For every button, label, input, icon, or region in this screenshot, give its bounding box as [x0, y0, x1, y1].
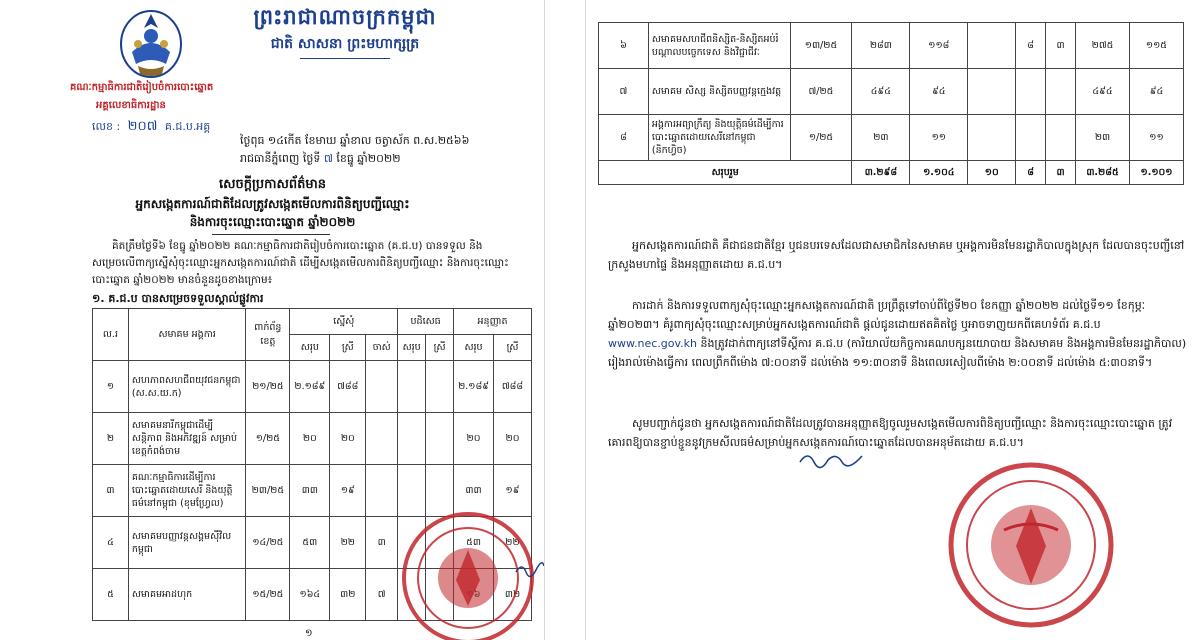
document-title: សេចក្តីប្រកាសព័ត៌មាន	[218, 177, 327, 192]
cell-req-female: ៧៨៨	[330, 361, 366, 413]
table-row	[93, 361, 532, 413]
nec-website-link[interactable]: www.nec.gov.kh	[608, 337, 697, 350]
cell-withdrawn	[968, 23, 1016, 69]
table-total-row	[599, 161, 1184, 185]
header-app-total: សរុប	[454, 335, 494, 361]
cell-org-name: អង្គការអព្យាក្រឹត្យ និងយុត្តិធម៌ដើម្បីការបោះឆ្នោតដោយសេរីនៅកម្ពុជា (និកហ្វិច)	[648, 115, 790, 161]
cell-org-name: សមាគមបញ្ញាវន្តសង្គមស៊ីវិលកម្ពុជា	[128, 517, 246, 569]
header-req-total: សរុប	[290, 335, 330, 361]
header-requested: ស្នើសុំ	[290, 309, 398, 335]
cell-org-name: សមាគមអាដហុក	[128, 569, 246, 621]
cell-rej-total: ៨	[1016, 23, 1046, 69]
observer-table-part2	[598, 22, 1184, 185]
total-req-total: ៣.២៩៨	[852, 161, 910, 185]
cell-code: ៧/២៥	[790, 69, 852, 115]
cell-app-female: ៧៨៨	[494, 361, 532, 413]
cell-code: ២១/២៥	[246, 361, 290, 413]
cell-app-female: ២០	[494, 413, 532, 465]
cell-rej-total	[1016, 115, 1046, 161]
kingdom-heading: ព្រះរាជាណាចក្រកម្ពុជា	[253, 5, 437, 29]
cell-app-total: ៤៩៤	[1076, 69, 1130, 115]
section-heading: ១. គ.ជ.ប បានសម្រេចទទួលស្គាល់ផ្លូវការ	[92, 292, 264, 305]
cell-req-total: ៣៣	[290, 465, 330, 517]
header-approved: អនុញ្ញាត	[454, 309, 532, 335]
table-row	[93, 413, 532, 465]
total-req-female: ១.១០៤	[910, 161, 968, 185]
cell-org-name: សហភាពសហជីពយុវជនកម្ពុជា (ស.ស.យ.ក)	[128, 361, 246, 413]
solar-date-prefix: រាជធានីភ្នំពេញ ថ្ងៃទី	[240, 152, 321, 165]
org-department: អគ្គលេខាធិការដ្ឋាន	[96, 100, 166, 111]
header-no: ល.រ	[93, 309, 129, 361]
table-row	[599, 69, 1184, 115]
header-org: សមាគម អង្គការ	[128, 309, 246, 361]
motto-divider	[300, 58, 390, 59]
cell-withdrawn	[366, 465, 398, 517]
solar-date	[240, 152, 401, 168]
table-row	[599, 115, 1184, 161]
cell-req-total: ៤៩៤	[852, 69, 910, 115]
paragraph-code-of-conduct: សូមបញ្ជាក់ជូនថា អ្នកសង្កេតការណ៍ជាតិដែលត្រូវបានអនុញ្ញាតឱ្យចូលរួមសង្កេតមើលការពិនិត្យបញ្ជីឈ្មោះ និងការចុះឈ្មោះបោះឆ្នោត ត្រូវគោរពឱ្យបានខ្ជាប់ខ្ជួននូវក្រមសីលធម៌សម្រាប់អ្នកសង្កេតការណ៍បោះឆ្នោតដែលបានអនុម័តដោយ គ.ជ.ប។	[608, 417, 1173, 449]
cell-app-female: ៣២	[494, 569, 532, 621]
cell-code: ១/២៥	[790, 115, 852, 161]
solar-date-suffix: ខែធ្នូ ឆ្នាំ២០២២	[336, 152, 401, 165]
cell-req-total: ៥៣	[290, 517, 330, 569]
cell-req-female: ៣២	[330, 569, 366, 621]
header-rej-total: សរុប	[398, 335, 426, 361]
lunar-date: ថ្ងៃពុធ ១៤កើត ខែមាឃ ឆ្នាំខាល ចត្វាស័ក ព.ស.២៥៦៦	[240, 134, 470, 147]
header-withdrawn: ចាស់	[366, 335, 398, 361]
cell-req-female: ២០	[330, 413, 366, 465]
reference-label: លេខ :	[92, 120, 121, 133]
cell-req-total: ១៦៤	[290, 569, 330, 621]
cell-rej-total	[398, 413, 426, 465]
cell-req-total: ២.១៨៩	[290, 361, 330, 413]
national-motto: ជាតិ សាសនា ព្រះមហាក្សត្រ	[270, 36, 420, 52]
total-rej-female: ៣	[1046, 161, 1076, 185]
cell-withdrawn	[366, 361, 398, 413]
cell-app-total: ២៣	[1076, 115, 1130, 161]
cell-app-female: ១៩	[494, 465, 532, 517]
page-gutter	[545, 0, 585, 640]
cell-withdrawn: ៧	[366, 569, 398, 621]
cell-req-female: ១១៨	[910, 23, 968, 69]
cell-app-female: ១១	[1129, 115, 1183, 161]
signature-left	[514, 560, 545, 578]
cell-org-name: សមាគមនារីកម្ពុជាដើម្បីសន្តិភាព និងអភិវឌ្ឍន៍ សម្រាប់ខេត្តកំពង់ចាម	[128, 413, 246, 465]
cell-rej-female	[1046, 69, 1076, 115]
header-rejected: បដិសេធ	[398, 309, 454, 335]
total-label: សរុបរួម	[599, 161, 852, 185]
reference-value: ២០៧	[127, 119, 158, 134]
reference-suffix: គ.ជ.ប.អគ្គ	[164, 120, 211, 133]
cell-withdrawn	[968, 69, 1016, 115]
page-number: ១	[305, 628, 313, 639]
cell-no: ១	[93, 361, 129, 413]
paragraph-application-part1: ការដាក់ និងការទទួលពាក្យសុំចុះឈ្មោះអ្នកសង្កេតការណ៍ជាតិ ប្រព្រឹត្តទៅចាប់ពីថ្ងៃទី២០ ខែកញ្ញា ឆ្នាំ២០២២ ដល់ថ្ងៃទី១១ ខែកុម្ភៈ ឆ្នាំ២០២៣។ គំរូពាក្យសុំចុះឈ្មោះសម្រាប់អ្នកសង្កេតការណ៍ជាតិ ផ្តល់ជូនដោយឥតគិតថ្លៃ ឬអាចទាញយកពីគេហទំព័រ គ.ជ.ប	[608, 299, 1146, 331]
document-subtitle-1: អ្នកសង្កេតការណ៍ជាតិដែលត្រូវសង្កេតមើលការពិនិត្យបញ្ជីឈ្មោះ	[135, 197, 410, 211]
cell-no: ៧	[599, 69, 649, 115]
cell-no: ៥	[93, 569, 129, 621]
cell-app-female: ១១៥	[1129, 23, 1183, 69]
cell-rej-total	[1016, 69, 1046, 115]
official-seal-right	[946, 460, 1116, 630]
cell-code: ១៣/២៥	[790, 23, 852, 69]
cell-code: ១៥/២៥	[246, 569, 290, 621]
cell-no: ៣	[93, 465, 129, 517]
org-name: គណៈកម្មាធិការជាតិរៀបចំការបោះឆ្នោត	[70, 82, 214, 93]
header-code: ពាក់ព័ន្ធខេត្ត	[246, 309, 290, 361]
cell-org-name: សមាគម សិស្ស និស្សិតបញ្ញវន្តក្មេងវត្ត	[648, 69, 790, 115]
document-page-left	[0, 0, 545, 640]
cell-code: ២៣/២៥	[246, 465, 290, 517]
total-rej-total: ៨	[1016, 161, 1046, 185]
nec-logo-emblem	[118, 6, 184, 80]
cell-app-total: ៥៣	[454, 517, 494, 569]
cell-req-female: ១១	[910, 115, 968, 161]
cell-code: ១/២៥	[246, 413, 290, 465]
document-page-right	[585, 0, 1200, 640]
cell-req-total: ២៣	[852, 115, 910, 161]
cell-app-total: ៣៣	[454, 465, 494, 517]
cell-code: ១៤/២៥	[246, 517, 290, 569]
title-divider	[212, 234, 330, 235]
cell-app-total: ២.១៨៩	[454, 361, 494, 413]
cell-no: ៤	[93, 517, 129, 569]
cell-req-female: ១៩	[330, 465, 366, 517]
cell-rej-female	[426, 361, 454, 413]
solar-date-day: ៧	[323, 152, 333, 165]
cell-org-name: សមាគមសហជីពនិស្សិត-និស្សិតអប់រំបណ្តាលបច្ចេកទេស និងវិជ្ជាជីវៈ	[648, 23, 790, 69]
paragraph-application-part2: និងត្រូវដាក់ពាក្យនៅទីស្តីការ គ.ជ.ប (ការិយាល័យកិច្ចការគណបក្សនយោបាយ និងសមាគម និងអង្គការមិនមែនរដ្ឋាភិបាល) រៀងរាល់ម៉ោងធ្វើការ ពេលព្រឹកពីម៉ោង ៧:០០នាទី ដល់ម៉ោង ១១:៣០នាទី និងពេលរសៀលពីម៉ោង ២:០០នាទី ដល់ម៉ោង ៥:៣០នាទី។	[608, 337, 1187, 369]
cell-app-total: ២០	[454, 413, 494, 465]
cell-withdrawn	[968, 115, 1016, 161]
cell-org-name: គណៈកម្មាធិការដើម្បីការបោះឆ្នោតដោយសេរី និងយុត្តិធម៌នៅកម្ពុជា (ខុមហ្វ្រែល)	[128, 465, 246, 517]
cell-req-total: ២០	[290, 413, 330, 465]
reference-number	[92, 118, 210, 137]
cell-app-female: ២២	[494, 517, 532, 569]
cell-no: ៦	[599, 23, 649, 69]
cell-rej-female	[1046, 115, 1076, 161]
cell-rej-total	[398, 361, 426, 413]
cell-no: ២	[93, 413, 129, 465]
total-app-female: ១.១០១	[1129, 161, 1183, 185]
total-withdrawn: ១០	[968, 161, 1016, 185]
cell-app-total: ២៧៥	[1076, 23, 1130, 69]
table-row	[599, 23, 1184, 69]
header-rej-female: ស្រី	[426, 335, 454, 361]
signature-right	[796, 448, 866, 470]
paragraph-application-process	[608, 296, 1188, 372]
cell-rej-female	[426, 413, 454, 465]
paragraph-observer-definition: អ្នកសង្កេតការណ៍ជាតិ គឺជាជនជាតិខ្មែរ ឬជនបរទេសដែលជាសមាជិកនៃសមាគម ឬអង្គការមិនមែនរដ្ឋាភិបាលក្នុងស្រុក ដែលបានចុះបញ្ជីនៅក្រសួងមហាផ្ទៃ និងអនុញ្ញាតដោយ គ.ជ.ប។	[608, 239, 1185, 271]
cell-rej-female: ៣	[1046, 23, 1076, 69]
cell-req-total: ២៨៣	[852, 23, 910, 69]
total-app-total: ៣.២៨៥	[1076, 161, 1130, 185]
cell-no: ៨	[599, 115, 649, 161]
header-req-female: ស្រី	[330, 335, 366, 361]
cell-withdrawn	[366, 413, 398, 465]
cell-withdrawn: ៣	[366, 517, 398, 569]
cell-app-female: ៩៤	[1129, 69, 1183, 115]
header-app-female: ស្រី	[494, 335, 532, 361]
document-subtitle-2: និងការចុះឈ្មោះបោះឆ្នោត ឆ្នាំ២០២២	[189, 215, 356, 229]
intro-paragraph: គិតត្រឹមថ្ងៃទី៦ ខែធ្នូ ឆ្នាំ២០២២ គណៈកម្មាធិការជាតិរៀបចំការបោះឆ្នោត (គ.ជ.ប) បានទទួល និងសម្រេចលើពាក្យស្នើសុំចុះឈ្មោះអ្នកសង្កេតការណ៍ជាតិ ដើម្បីសង្កេតមើលការពិនិត្យបញ្ជីឈ្មោះ និងការចុះឈ្មោះបោះឆ្នោត ឆ្នាំ២០២២ មានចំនួនដូចខាងក្រោម៖	[92, 240, 509, 286]
cell-req-female: ២២	[330, 517, 366, 569]
cell-req-female: ៩៤	[910, 69, 968, 115]
